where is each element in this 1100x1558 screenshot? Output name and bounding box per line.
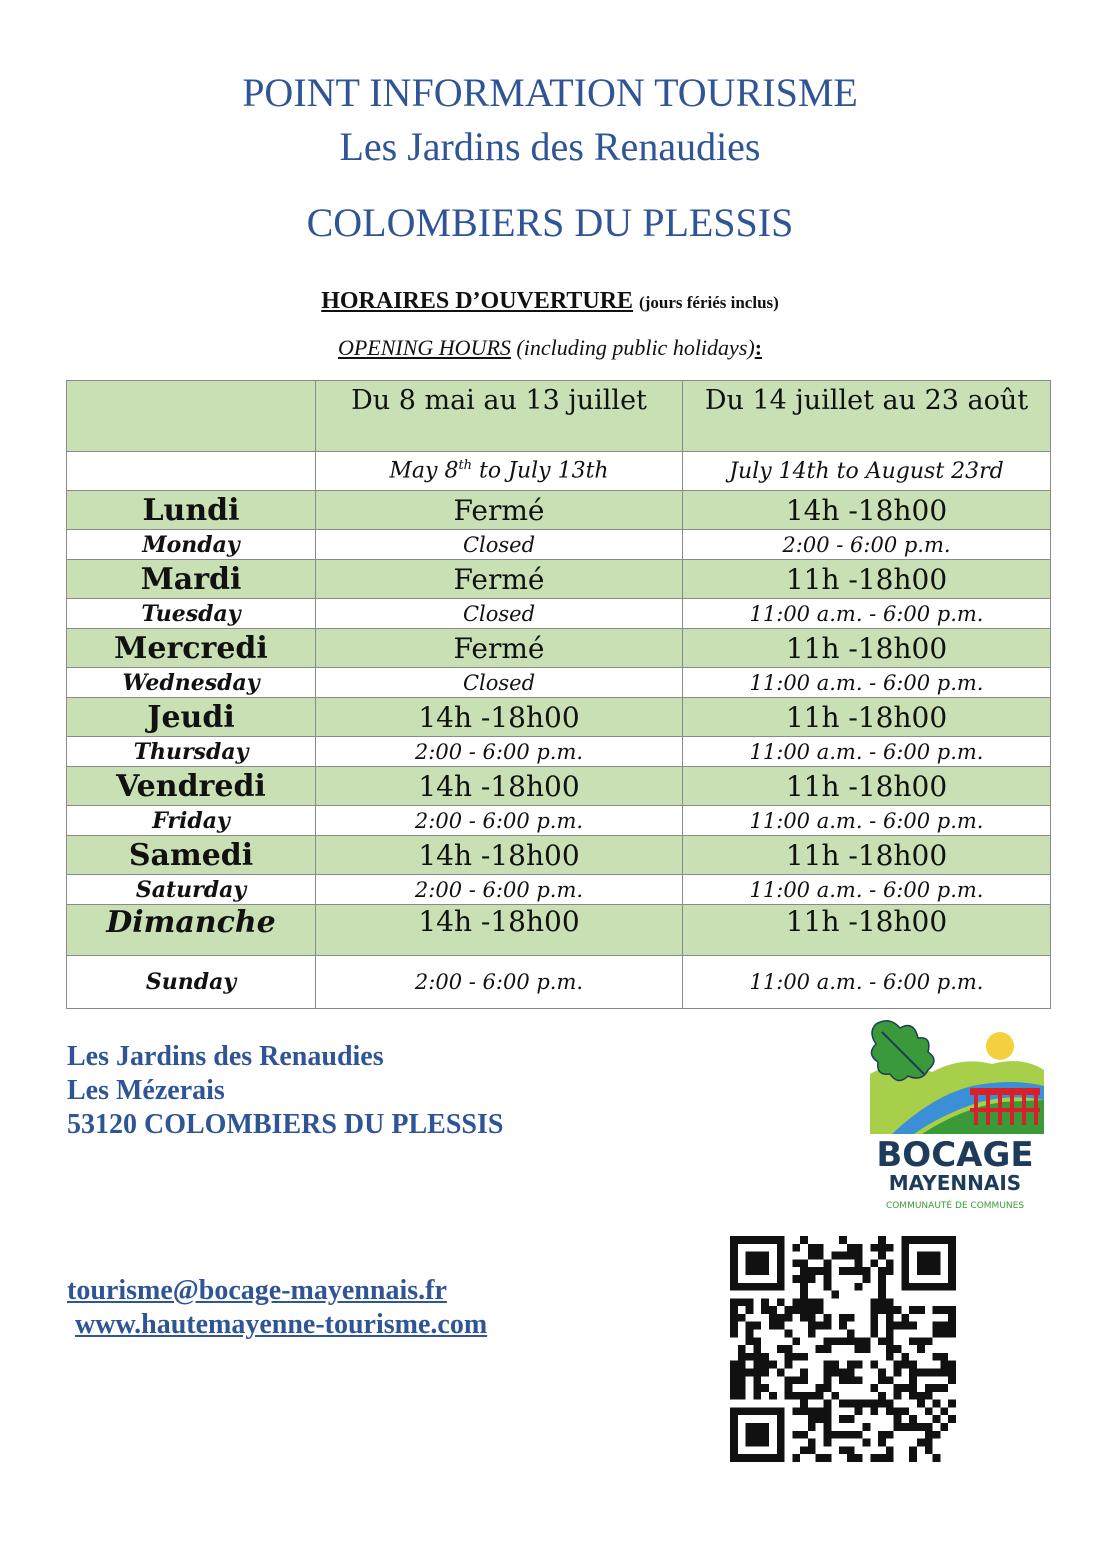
period2-hours-en: 11:00 a.m. - 6:00 p.m. bbox=[683, 668, 1051, 698]
hours-heading-fr-note: (jours fériés inclus) bbox=[639, 293, 779, 312]
page-subtitle: Les Jardins des Renaudies bbox=[339, 124, 761, 169]
table-row bbox=[67, 629, 1051, 668]
period2-hours-en: 11:00 a.m. - 6:00 p.m. bbox=[683, 806, 1051, 836]
table-row bbox=[67, 530, 1051, 560]
period1-hours-en: Closed bbox=[316, 599, 683, 629]
period1-hours-en: 2:00 - 6:00 p.m. bbox=[316, 806, 683, 836]
page-location: COLOMBIERS DU PLESSIS bbox=[306, 200, 794, 245]
period1-hours-fr: Fermé bbox=[316, 629, 683, 668]
table-row bbox=[67, 491, 1051, 530]
period1-en-b: to July 13th bbox=[472, 458, 609, 484]
table-row bbox=[67, 560, 1051, 599]
table-row bbox=[67, 599, 1051, 629]
period1-fr-header: Du 8 mai au 13 juillet bbox=[316, 381, 683, 452]
hours-heading-en-note: (including public holidays) bbox=[516, 335, 755, 360]
period1-en-header bbox=[316, 452, 683, 491]
day-en: Thursday bbox=[67, 737, 316, 767]
table-row bbox=[67, 836, 1051, 875]
address-line-2: Les Mézerais bbox=[67, 1075, 225, 1106]
period2-hours-fr: 11h -18h00 bbox=[683, 629, 1051, 668]
period2-hours-en: 11:00 a.m. - 6:00 p.m. bbox=[683, 737, 1051, 767]
period2-hours-fr: 11h -18h00 bbox=[683, 767, 1051, 806]
day-en: Sunday bbox=[67, 956, 316, 1009]
table-row bbox=[67, 806, 1051, 836]
day-fr: Dimanche bbox=[67, 905, 316, 956]
period1-en-a: May 8 bbox=[389, 458, 459, 484]
period1-en-sup: th bbox=[458, 458, 473, 474]
period2-fr-header: Du 14 juillet au 23 août bbox=[683, 381, 1051, 452]
header-empty-cell bbox=[67, 381, 316, 452]
period2-hours-en: 11:00 a.m. - 6:00 p.m. bbox=[683, 875, 1051, 905]
period1-hours-en: 2:00 - 6:00 p.m. bbox=[316, 875, 683, 905]
address-line-3: 53120 COLOMBIERS DU PLESSIS bbox=[67, 1109, 504, 1140]
oak-leaf-landscape-icon bbox=[870, 1021, 1044, 1134]
bocage-mayennais-logo bbox=[862, 1016, 1048, 1216]
table-row bbox=[67, 698, 1051, 737]
day-en: Tuesday bbox=[67, 599, 316, 629]
period2-hours-fr: 11h -18h00 bbox=[683, 905, 1051, 956]
address-block bbox=[67, 1040, 503, 1142]
hours-heading-colon: : bbox=[754, 335, 763, 360]
email-link[interactable]: tourisme@bocage-mayennais.fr bbox=[67, 1275, 447, 1306]
day-fr: Mercredi bbox=[67, 629, 316, 668]
period2-hours-fr: 14h -18h00 bbox=[683, 491, 1051, 530]
day-fr: Mardi bbox=[67, 560, 316, 599]
table-row bbox=[67, 956, 1051, 1009]
table-row bbox=[67, 875, 1051, 905]
table-body bbox=[67, 491, 1051, 1009]
period1-hours-fr: 14h -18h00 bbox=[316, 905, 683, 956]
period2-hours-en: 2:00 - 6:00 p.m. bbox=[683, 530, 1051, 560]
day-fr: Vendredi bbox=[67, 767, 316, 806]
logo-name: BOCAGE bbox=[876, 1135, 1034, 1175]
contact-block bbox=[67, 1274, 487, 1342]
period1-hours-en: 2:00 - 6:00 p.m. bbox=[316, 956, 683, 1009]
logo-tagline: COMMUNAUTÉ DE COMMUNES bbox=[885, 1201, 1025, 1211]
page-title: POINT INFORMATION TOURISME bbox=[242, 70, 858, 115]
table-row bbox=[67, 668, 1051, 698]
qr-code-icon[interactable] bbox=[730, 1236, 956, 1462]
day-fr: Lundi bbox=[67, 491, 316, 530]
table-row bbox=[67, 737, 1051, 767]
table-header-row bbox=[67, 381, 1051, 452]
day-fr: Samedi bbox=[67, 836, 316, 875]
table-subheader-row bbox=[67, 452, 1051, 491]
day-fr: Jeudi bbox=[67, 698, 316, 737]
hours-heading-en bbox=[0, 335, 1100, 361]
period1-hours-fr: 14h -18h00 bbox=[316, 767, 683, 806]
period2-en-header: July 14th to August 23rd bbox=[683, 452, 1051, 491]
hours-heading-fr-text: HORAIRES D’OUVERTURE bbox=[321, 288, 634, 314]
table-row bbox=[67, 767, 1051, 806]
day-en: Saturday bbox=[67, 875, 316, 905]
day-en: Friday bbox=[67, 806, 316, 836]
logo-sub: MAYENNAIS bbox=[888, 1171, 1022, 1195]
period1-hours-en: 2:00 - 6:00 p.m. bbox=[316, 737, 683, 767]
table-row bbox=[67, 905, 1051, 956]
hours-heading-en-text: OPENING HOURS bbox=[337, 335, 511, 360]
day-en: Monday bbox=[67, 530, 316, 560]
period2-hours-en: 11:00 a.m. - 6:00 p.m. bbox=[683, 956, 1051, 1009]
period1-hours-fr: 14h -18h00 bbox=[316, 836, 683, 875]
period2-hours-en: 11:00 a.m. - 6:00 p.m. bbox=[683, 599, 1051, 629]
period1-hours-en: Closed bbox=[316, 530, 683, 560]
period1-hours-fr: Fermé bbox=[316, 491, 683, 530]
website-link[interactable]: www.hautemayenne-tourisme.com bbox=[75, 1309, 488, 1340]
period1-hours-fr: 14h -18h00 bbox=[316, 698, 683, 737]
period1-hours-fr: Fermé bbox=[316, 560, 683, 599]
period2-hours-fr: 11h -18h00 bbox=[683, 698, 1051, 737]
day-en: Wednesday bbox=[67, 668, 316, 698]
period1-hours-en: Closed bbox=[316, 668, 683, 698]
opening-hours-table bbox=[66, 380, 1051, 1009]
subheader-empty-cell bbox=[67, 452, 316, 491]
hours-heading-fr bbox=[0, 288, 1100, 315]
period2-hours-fr: 11h -18h00 bbox=[683, 560, 1051, 599]
address-line-1: Les Jardins des Renaudies bbox=[67, 1041, 384, 1072]
period2-hours-fr: 11h -18h00 bbox=[683, 836, 1051, 875]
